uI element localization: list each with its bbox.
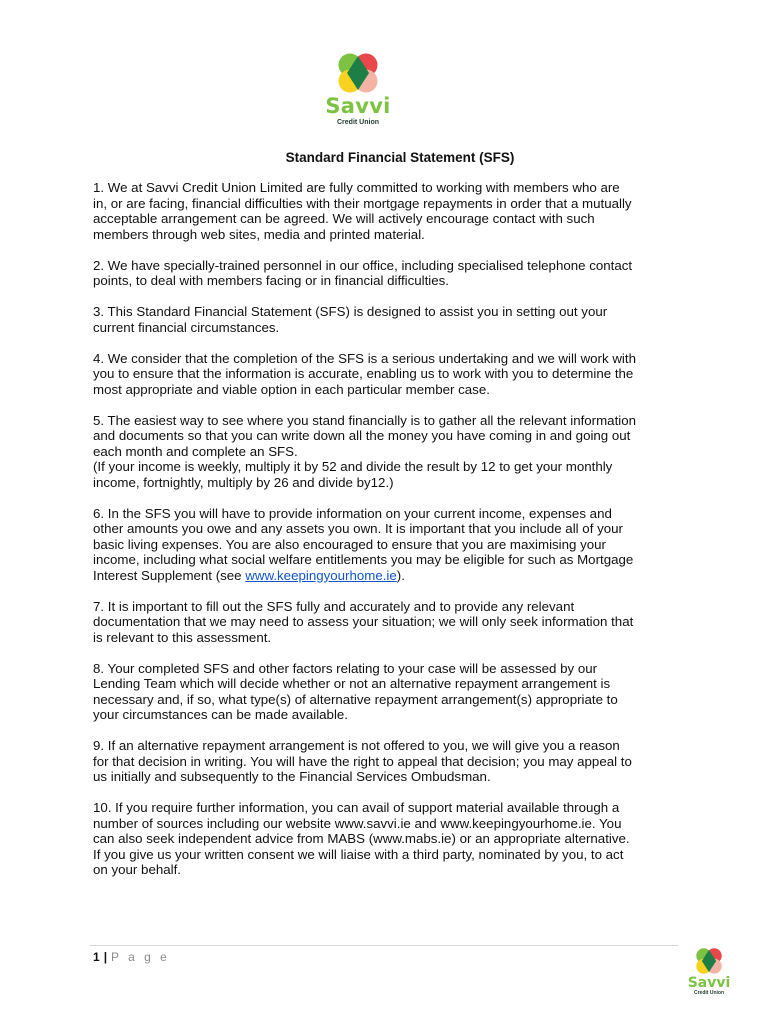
paragraph-3: 3. This Standard Financial Statement (SFS) is designed to assist you in setting out your current financial circumstances. xyxy=(93,304,608,335)
paragraph-6: 6. In the SFS you will have to provide information on your current income, expenses and other amounts you owe and any assets you own. It is important that you include all of your basic living expenses. You are also encouraged to ensure that you are maximising your income, including what social welfare entitlements you may be eligible for such as Mortgage Interest Supplement (see www.keepingyourhome.ie). xyxy=(93,505,634,583)
paragraph-4: 4. We consider that the completion of the SFS is a serious undertaking and we will work with you to ensure that the information is accurate, enabling us to work with you to determine the most appropriate and viable option in each particular member case. xyxy=(93,350,636,397)
paragraph-10: 10. If you require further information, you can avail of support material available through a number of sources including our website www.savvi.ie and www.keepingyourhome.ie. You can also seek independent advice from MABS (www.mabs.ie) or an appropriate alternative. If you give us your written consent we will liaise with a third party, nominated by you, to act on your behalf. xyxy=(93,800,630,877)
savvi-logo xyxy=(322,50,394,126)
paragraph-8: 8. Your completed SFS and other factors relating to your case will be assessed by our Lending Team which will decide whether or not an alternative repayment arrangement is necessary and, if so, what type(s) of alternative repayment arrangement(s) appropriate to your circumstances can be made available. xyxy=(93,660,618,722)
brand-tagline-footer: Credit Union xyxy=(694,990,724,996)
page-title: Standard Financial Statement (SFS) xyxy=(285,150,515,165)
heart-clover-icon xyxy=(332,50,384,96)
brand-name: Savvi xyxy=(325,94,391,118)
heart-clover-icon xyxy=(692,946,726,976)
page-number xyxy=(93,950,170,964)
paragraph-9: 9. If an alternative repayment arrangement is not offered to you, we will give you a reason for that decision in writing. You will have the right to appeal that decision; you may appeal to us initially and subsequently to the Financial Services Ombudsman. xyxy=(93,738,632,784)
page-word: P a g e xyxy=(111,950,170,964)
brand-name-footer: Savvi xyxy=(687,975,731,991)
keepingyourhome-link[interactable]: www.keepingyourhome.ie xyxy=(245,567,397,583)
savvi-logo-footer xyxy=(684,946,734,996)
page-number-value: 1 xyxy=(93,950,100,964)
paragraph-7: 7. It is important to fill out the SFS fully and accurately and to provide any relevant documentation that we may need to assess your situation; we will only seek information that is relevant to this assessment. xyxy=(93,598,634,645)
paragraph-1: 1. We at Savvi Credit Union Limited are fully committed to working with members who are in, or are facing, financial difficulties with their mortgage repayments in order that a mutually acceptable arrangement can be agreed. We will actively encourage contact with such members through web sites, media and printed material. xyxy=(93,180,632,242)
document-body xyxy=(93,180,683,893)
paragraph-2: 2. We have specially-trained personnel in our office, including specialised telephone contact points, to deal with members facing or in financial difficulties. xyxy=(93,257,633,288)
paragraph-5: 5. The easiest way to see where you stand financially is to gather all the relevant information and documents so that you can write down all the money you have coming in and going out each month and complete an SFS. (If your income is weekly, multiply it by 52 and divide the result by 12 to get your monthly income, fortnightly, multiply by 26 and divide by12.) xyxy=(93,412,637,490)
page-separator: | xyxy=(103,950,108,964)
brand-tagline: Credit Union xyxy=(337,119,379,126)
footer-divider xyxy=(90,945,678,946)
